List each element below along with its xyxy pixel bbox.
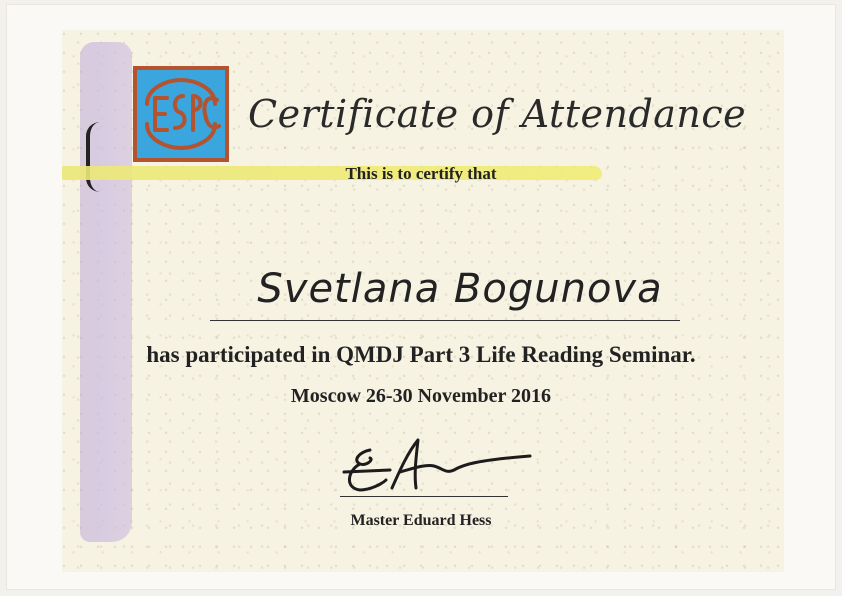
name-underline — [210, 320, 680, 321]
participation-text: has participated in QMDJ Part 3 Life Reading Seminar. — [146, 342, 696, 367]
lilac-stripe — [80, 42, 132, 542]
certify-line — [0, 164, 842, 184]
location-date: Moscow 26-30 November 2016 — [290, 385, 552, 407]
signature-line — [340, 496, 508, 497]
certificate-title: Certificate of Attendance — [248, 92, 747, 136]
certify-text: This is to certify that — [345, 164, 497, 183]
signer-name: Master Eduard Hess — [350, 512, 492, 529]
logo-emblem — [137, 70, 225, 158]
signature-icon — [330, 430, 540, 500]
esrc-logo — [133, 66, 229, 162]
logo-glyph-icon — [137, 70, 225, 158]
recipient-name: Svetlana Bogunova — [257, 266, 663, 312]
